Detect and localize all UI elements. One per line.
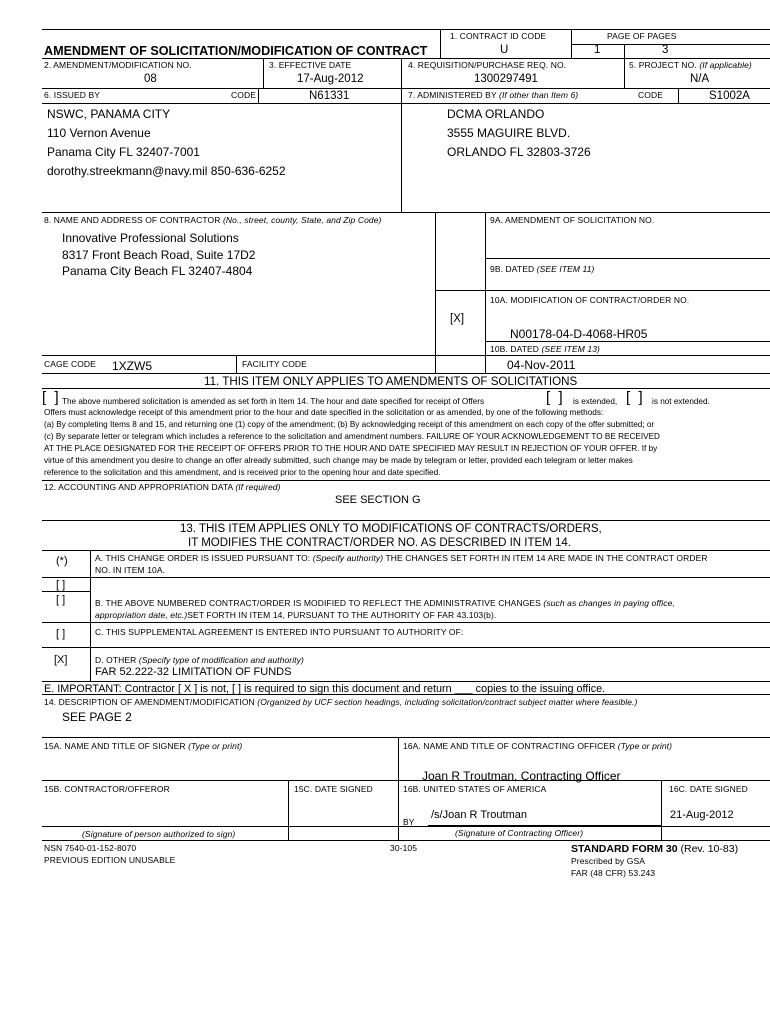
- effective-date-value: 17-Aug-2012: [297, 73, 364, 85]
- item-11-text: virtue of this amendment you desire to change an offer already submitted, such change may be made by telegram or letter, provided each telegram or letter makes: [44, 456, 633, 465]
- contractor-label: 8. NAME AND ADDRESS OF CONTRACTOR (No., street, county, State, and Zip Code): [44, 215, 382, 225]
- item-11-heading: 11. THIS ITEM ONLY APPLIES TO AMENDMENTS OF SOLICITATIONS: [204, 375, 578, 388]
- item-9a-label: 9A. AMENDMENT OF SOLICITATION NO.: [490, 215, 655, 225]
- item-10a-value: N00178-04-D-4068-HR05: [510, 327, 648, 341]
- item-16c-label: 16C. DATE SIGNED: [669, 784, 748, 794]
- admin-line: 3555 MAGUIRE BLVD.: [447, 126, 571, 140]
- rule: [42, 550, 770, 551]
- rule: [485, 258, 770, 259]
- item-11-text: The above numbered solicitation is amended as set forth in Item 14. The hour and date specified for receipt of Offers: [62, 397, 485, 406]
- issuer-line: Panama City FL 32407-7001: [47, 145, 200, 159]
- rule: [42, 577, 770, 578]
- signature-value: /s/Joan R Troutman: [431, 809, 527, 821]
- item-10a-label: 10A. MODIFICATION OF CONTRACT/ORDER NO.: [490, 295, 690, 305]
- item-12-value: SEE SECTION G: [335, 494, 421, 506]
- rule: [42, 212, 770, 213]
- item-14-label: 14. DESCRIPTION OF AMENDMENT/MODIFICATION (Organized by UCF section headings, including solicitation/contract subject matter where feasible.): [44, 697, 638, 707]
- standard-form-label: STANDARD FORM 30 (Rev. 10-83): [571, 843, 739, 855]
- rule: [624, 58, 625, 88]
- admin-code-value: S1002A: [709, 90, 750, 102]
- item-11-text: reference to the solicitation and this amendment, and is received prior to the opening hour and date specified.: [44, 468, 441, 477]
- rule: [263, 58, 264, 88]
- cage-code-value: 1XZW5: [112, 359, 153, 373]
- item-11-text: AT THE PLACE DESIGNATED FOR THE RECEIPT OF OFFERS PRIOR TO THE HOUR AND DATE SPECIFIED MAY RESULT IN REJECTION OF YOUR OFFER. If by: [44, 444, 658, 453]
- rule: [288, 780, 289, 840]
- form-code: 30-105: [390, 843, 418, 853]
- rule: [42, 647, 770, 648]
- issuer-email-phone: dorothy.streekmann@navy.mil 850-636-6252: [47, 164, 286, 178]
- rule: [428, 825, 661, 826]
- rule: [42, 88, 770, 89]
- requisition-label: 4. REQUISITION/PURCHASE REQ. NO.: [408, 60, 567, 70]
- administered-by-label: 7. ADMINISTERED BY (If other than Item 6): [408, 90, 579, 100]
- item-13a-text: NO. IN ITEM 10A.: [95, 565, 166, 575]
- rule: [236, 355, 237, 373]
- rule: [401, 58, 402, 88]
- rule: [42, 520, 770, 521]
- item-15c-label: 15C. DATE SIGNED: [294, 784, 373, 794]
- rule: [485, 341, 770, 342]
- rule: [42, 840, 770, 841]
- issued-by-label: 6. ISSUED BY: [44, 90, 100, 100]
- rule: [42, 737, 770, 738]
- item-11-text: (a) By completing Items 8 and 15, and returning one (1) copy of the amendment; (b) By acknowledging receipt of this amendment on each copy of the offer submitted; or: [44, 420, 655, 429]
- item-13c-box: [ ]: [56, 628, 66, 640]
- item-13d-box: [X]: [54, 654, 68, 666]
- far-reference: FAR (48 CFR) 53.243: [571, 868, 656, 878]
- rule-top: [42, 29, 770, 30]
- officer-signature-caption: (Signature of Contracting Officer): [455, 828, 584, 838]
- project-no-label: 5. PROJECT NO. (If applicable): [629, 60, 752, 70]
- contract-id-label: 1. CONTRACT ID CODE: [450, 31, 547, 41]
- contractor-line: Innovative Professional Solutions: [62, 231, 239, 245]
- item-11-text: is extended,: [573, 397, 618, 406]
- item-12-label: 12. ACCOUNTING AND APPROPRIATION DATA (If required): [44, 482, 281, 492]
- rule: [42, 681, 770, 682]
- item-16a-value: Joan R Troutman, Contracting Officer: [422, 769, 621, 783]
- issued-code-value: N61331: [309, 90, 350, 102]
- item-11-text: is not extended.: [652, 397, 710, 406]
- rule: [42, 373, 770, 374]
- rule: [258, 88, 259, 103]
- item-13b-text: B. THE ABOVE NUMBERED CONTRACT/ORDER IS MODIFIED TO REFLECT THE ADMINISTRATIVE CHANGES (such as changes in paying office,: [95, 598, 675, 608]
- admin-line: DCMA ORLANDO: [447, 107, 545, 121]
- admin-line: ORLANDO FL 32803-3726: [447, 145, 591, 159]
- item-11-bracket-left: [ ]: [42, 389, 59, 406]
- nsn-number: NSN 7540-01-152-8070: [44, 843, 137, 853]
- item-11-text: (c) By separate letter or telegram which includes a reference to the solicitation and amendment numbers. FAILURE OF YOUR ACKNOWLEDGEMENT TO BE RECEIVED: [44, 432, 660, 441]
- requisition-value: 1300297491: [474, 73, 538, 85]
- rule: [401, 88, 402, 213]
- item-13-subheading: IT MODIFIES THE CONTRACT/ORDER NO. AS DESCRIBED IN ITEM 14.: [188, 537, 571, 549]
- contractor-line: 8317 Front Beach Road, Suite 17D2: [62, 248, 256, 262]
- by-label: BY: [403, 817, 415, 827]
- effective-date-label: 3. EFFECTIVE DATE: [269, 60, 352, 70]
- amendment-no-label: 2. AMENDMENT/MODIFICATION NO.: [44, 60, 192, 70]
- cage-code-label: CAGE CODE: [44, 359, 96, 369]
- contract-id-value: U: [500, 44, 509, 56]
- item-13c-text: C. THIS SUPPLEMENTAL AGREEMENT IS ENTERED INTO PURSUANT TO AUTHORITY OF:: [95, 627, 464, 637]
- item-14-value: SEE PAGE 2: [62, 710, 132, 724]
- issuer-line: 110 Vernon Avenue: [47, 126, 151, 140]
- signer-signature-caption: (Signature of person authorized to sign): [82, 829, 236, 839]
- item-11-text: Offers must acknowledge receipt of this amendment prior to the hour and date specified in the solicitation or as amended, by one of the following methods:: [44, 408, 604, 417]
- prescribed-by: Prescribed by GSA: [571, 856, 645, 866]
- rule: [90, 550, 91, 681]
- item-13a-box: [ ]: [56, 579, 66, 591]
- rule: [42, 103, 770, 104]
- rule: [435, 212, 436, 374]
- item-e-important: E. IMPORTANT: Contractor [ X ] is not, [ ] is required to sign this document and return ___ copies to the issuing office.: [44, 683, 606, 695]
- rule: [661, 780, 662, 840]
- issuer-line: NSWC, PANAMA CITY: [47, 107, 171, 121]
- rule: [42, 355, 770, 356]
- rule: [571, 44, 770, 45]
- item-13-star: (*): [56, 555, 68, 567]
- item-9b-label: 9B. DATED (SEE ITEM 11): [490, 264, 595, 274]
- rule: [42, 622, 770, 623]
- item-13d-value: FAR 52.222-32 LIMITATION OF FUNDS: [95, 666, 292, 678]
- rule: [624, 44, 625, 59]
- item-13b-box: [ ]: [56, 594, 66, 606]
- item-11-bracket: [ ]: [546, 389, 563, 406]
- item-13d-text: D. OTHER (Specify type of modification and authority): [95, 655, 304, 665]
- rule: [42, 591, 90, 592]
- item-16b-label: 16B. UNITED STATES OF AMERICA: [403, 784, 547, 794]
- rule: [42, 58, 770, 59]
- item-15a-label: 15A. NAME AND TITLE OF SIGNER (Type or print): [44, 741, 243, 751]
- rule: [42, 480, 770, 481]
- form-title: AMENDMENT OF SOLICITATION/MODIFICATION OF CONTRACT: [44, 44, 428, 58]
- page-of-pages-label: PAGE OF PAGES: [607, 31, 677, 41]
- page-count: 3: [662, 44, 669, 56]
- item-10b-value: 04-Nov-2011: [507, 358, 576, 372]
- item-15b-label: 15B. CONTRACTOR/OFFEROR: [44, 784, 170, 794]
- item-10b-label: 10B. DATED (SEE ITEM 13): [490, 344, 600, 354]
- page-number: 1: [594, 44, 601, 56]
- project-no-value: N/A: [690, 73, 710, 85]
- item-16a-label: 16A. NAME AND TITLE OF CONTRACTING OFFICER (Type or print): [403, 741, 673, 751]
- rule: [485, 212, 486, 374]
- issued-code-label: CODE: [231, 90, 256, 100]
- item-16c-value: 21-Aug-2012: [670, 809, 734, 821]
- admin-code-label: CODE: [638, 90, 663, 100]
- rule: [440, 29, 441, 59]
- facility-code-label: FACILITY CODE: [242, 359, 307, 369]
- item-10-checkbox: [X]: [450, 313, 465, 325]
- rule: [42, 388, 770, 389]
- amendment-no-value: 08: [144, 73, 157, 85]
- previous-edition-note: PREVIOUS EDITION UNUSABLE: [44, 855, 176, 865]
- rule: [398, 737, 399, 840]
- contractor-line: Panama City Beach FL 32407-4804: [62, 264, 253, 278]
- item-13b-text: appropriation date, etc.)SET FORTH IN ITEM 14, PURSUANT TO THE AUTHORITY OF FAR 43.103(b).: [95, 610, 497, 620]
- item-11-bracket: [ ]: [626, 389, 643, 406]
- rule: [678, 88, 679, 103]
- item-13a-text: A. THIS CHANGE ORDER IS ISSUED PURSUANT TO: (Specify authority) THE CHANGES SET FORTH IN ITEM 14 ARE MADE IN THE CONTRACT ORDER: [95, 553, 708, 563]
- item-13-heading: 13. THIS ITEM APPLIES ONLY TO MODIFICATIONS OF CONTRACTS/ORDERS,: [180, 523, 602, 535]
